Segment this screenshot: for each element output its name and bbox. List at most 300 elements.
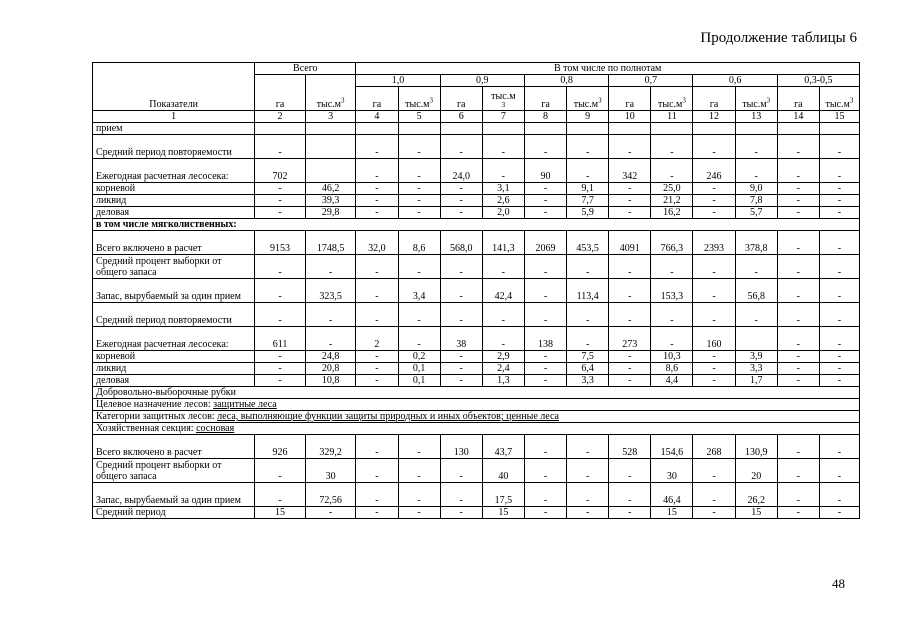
cell-value: -: [567, 507, 609, 519]
table-row: [93, 363, 860, 375]
cell-value: -: [735, 303, 777, 327]
cell-value: 268: [693, 435, 735, 459]
row-label: ликвид: [93, 195, 255, 207]
cell-value: -: [777, 135, 819, 159]
unit-vol-cell: [567, 87, 609, 111]
cell-value: 40: [482, 459, 524, 483]
table-row: [93, 135, 860, 159]
cell-value: -: [524, 351, 566, 363]
cell-value: 4091: [609, 231, 651, 255]
row-label: Средний период повторяемости: [93, 303, 255, 327]
cell-value: 2,0: [482, 207, 524, 219]
table-row: [93, 375, 860, 387]
cell-value: -: [524, 135, 566, 159]
cell-value: 2,6: [482, 195, 524, 207]
cell-value: -: [524, 279, 566, 303]
row-label: Всего включено в расчет: [93, 435, 255, 459]
table-row: [93, 483, 860, 507]
cell-value: -: [567, 459, 609, 483]
cell-value: -: [819, 363, 859, 375]
cell-value: 0,1: [398, 375, 440, 387]
cell-value: 17,5: [482, 483, 524, 507]
unit-vol: $тыс.м^3$: [657, 96, 686, 110]
cell-value: -: [305, 303, 356, 327]
info-cell: [93, 423, 860, 435]
cell-value: 39,3: [305, 195, 356, 207]
cell-value: 926: [255, 435, 306, 459]
cell-value: -: [609, 255, 651, 279]
cell-value: -: [651, 327, 693, 351]
cell-value: 329,2: [305, 435, 356, 459]
cell-value: -: [398, 195, 440, 207]
info-row: [93, 423, 860, 435]
cell-value: -: [693, 459, 735, 483]
info-cell: Добровольно-выборочные рубки: [93, 387, 860, 399]
cell-value: -: [255, 483, 306, 507]
table-row: [93, 183, 860, 195]
cell-value: -: [777, 459, 819, 483]
cell-value: -: [609, 135, 651, 159]
cell-value: -: [819, 351, 859, 363]
info-cell: [93, 399, 860, 411]
cell-value: -: [777, 231, 819, 255]
cell-value: -: [777, 327, 819, 351]
cell-value: -: [524, 507, 566, 519]
cell-value: -: [777, 207, 819, 219]
cell-value: -: [609, 351, 651, 363]
row-label: корневой: [93, 351, 255, 363]
cell-value: -: [777, 351, 819, 363]
cell-value: 15: [482, 507, 524, 519]
cell-value: [567, 123, 609, 135]
unit-ha: га: [356, 87, 398, 111]
cell-value: -: [356, 183, 398, 195]
cell-value: -: [255, 363, 306, 375]
cell-value: 9153: [255, 231, 306, 255]
cell-value: -: [777, 303, 819, 327]
cell-value: 130: [440, 435, 482, 459]
cell-value: -: [777, 507, 819, 519]
info-cell: [93, 411, 860, 423]
cell-value: -: [356, 507, 398, 519]
cell-value: -: [651, 255, 693, 279]
unit-vol-cell: [398, 87, 440, 111]
table-row: [93, 207, 860, 219]
unit-vol-sup: 3: [766, 96, 771, 105]
cell-value: -: [735, 135, 777, 159]
unit-ha: га: [524, 87, 566, 111]
cell-value: [255, 123, 306, 135]
row-label: прием: [93, 123, 255, 135]
cell-value: 9,0: [735, 183, 777, 195]
cell-value: [305, 123, 356, 135]
table-row: [93, 159, 860, 183]
cell-value: -: [819, 195, 859, 207]
cell-value: 3,3: [567, 375, 609, 387]
cell-value: -: [398, 207, 440, 219]
cell-value: -: [819, 183, 859, 195]
cell-value: -: [693, 255, 735, 279]
cell-value: -: [777, 195, 819, 207]
cell-value: -: [440, 375, 482, 387]
cell-value: -: [356, 351, 398, 363]
unit-vol-sup: 3: [501, 101, 506, 109]
cell-value: -: [440, 195, 482, 207]
cell-value: 568,0: [440, 231, 482, 255]
table-row: [93, 255, 860, 279]
cell-value: [356, 123, 398, 135]
cell-value: -: [777, 255, 819, 279]
table-row: [93, 123, 860, 135]
cell-value: -: [819, 135, 859, 159]
cell-value: 0,2: [398, 351, 440, 363]
cell-value: -: [567, 135, 609, 159]
cell-value: 72,56: [305, 483, 356, 507]
cell-value: 9,1: [567, 183, 609, 195]
cell-value: -: [398, 459, 440, 483]
cell-value: -: [777, 159, 819, 183]
info-row: [93, 387, 860, 399]
cell-value: -: [567, 435, 609, 459]
unit-vol-cell: [305, 75, 356, 111]
unit-vol-split: тыс.м: [491, 91, 516, 102]
cell-value: 7,5: [567, 351, 609, 363]
cell-value: -: [567, 303, 609, 327]
cell-value: 56,8: [735, 279, 777, 303]
cell-value: [524, 123, 566, 135]
cell-value: 273: [609, 327, 651, 351]
column-number: 11: [651, 111, 693, 123]
header-density: 0,7: [609, 75, 693, 87]
header-total: Всего: [255, 63, 356, 75]
cell-value: -: [819, 327, 859, 351]
cell-value: 4,4: [651, 375, 693, 387]
cell-value: -: [398, 435, 440, 459]
unit-vol-sup: 3: [341, 96, 345, 105]
unit-vol-sup: 3: [598, 96, 602, 105]
table-row: [93, 231, 860, 255]
cell-value: -: [609, 303, 651, 327]
cell-value: 453,5: [567, 231, 609, 255]
info-label: Хозяйственная секция:: [96, 423, 197, 434]
cell-value: 528: [609, 435, 651, 459]
cell-value: -: [609, 363, 651, 375]
header-density: 0,3-0,5: [777, 75, 859, 87]
row-label: корневой: [93, 183, 255, 195]
cell-value: 46,4: [651, 483, 693, 507]
cell-value: -: [482, 327, 524, 351]
unit-ha: га: [777, 87, 819, 111]
cell-value: 8,6: [398, 231, 440, 255]
cell-value: 15: [651, 507, 693, 519]
column-number: 10: [609, 111, 651, 123]
cell-value: -: [482, 255, 524, 279]
row-label: деловая: [93, 375, 255, 387]
cell-value: -: [356, 459, 398, 483]
cell-value: -: [440, 351, 482, 363]
cell-value: [651, 123, 693, 135]
unit-ha: га: [440, 87, 482, 111]
page-number: 48: [832, 576, 845, 591]
cell-value: 0,1: [398, 363, 440, 375]
cell-value: -: [567, 159, 609, 183]
header-density: 0,8: [524, 75, 608, 87]
row-label: Всего включено в расчет: [93, 231, 255, 255]
cell-value: -: [567, 255, 609, 279]
column-number: 2: [255, 111, 306, 123]
cell-value: -: [819, 279, 859, 303]
header-density: 1,0: [356, 75, 440, 87]
row-label: Средний период: [93, 507, 255, 519]
cell-value: -: [609, 195, 651, 207]
cell-value: -: [482, 159, 524, 183]
header-density: 0,6: [693, 75, 777, 87]
section-row: [93, 219, 860, 231]
cell-value: -: [398, 483, 440, 507]
cell-value: -: [356, 303, 398, 327]
cell-value: -: [356, 363, 398, 375]
unit-vol: $тыс.м^3$: [573, 96, 602, 110]
cell-value: 702: [255, 159, 306, 183]
cell-value: -: [440, 483, 482, 507]
table-continuation-caption: Продолжение таблицы 6: [700, 30, 857, 46]
cell-value: -: [651, 159, 693, 183]
row-label: деловая: [93, 207, 255, 219]
cell-value: 32,0: [356, 231, 398, 255]
cell-value: [440, 123, 482, 135]
cell-value: -: [440, 507, 482, 519]
unit-ha: га: [693, 87, 735, 111]
cell-value: -: [735, 159, 777, 183]
cell-value: 2,9: [482, 351, 524, 363]
cell-value: -: [609, 207, 651, 219]
cell-value: 24,0: [440, 159, 482, 183]
cell-value: [609, 123, 651, 135]
cell-value: -: [693, 207, 735, 219]
cell-value: -: [482, 303, 524, 327]
cell-value: 2069: [524, 231, 566, 255]
cell-value: 138: [524, 327, 566, 351]
cell-value: -: [356, 195, 398, 207]
cell-value: 153,3: [651, 279, 693, 303]
cell-value: 141,3: [482, 231, 524, 255]
cell-value: -: [819, 435, 859, 459]
column-numbers-row: [93, 111, 860, 123]
cell-value: 3,9: [735, 351, 777, 363]
info-label: Целевое назначение лесов:: [96, 399, 214, 410]
cell-value: 1748,5: [305, 231, 356, 255]
cell-value: -: [398, 327, 440, 351]
unit-vol: $тыс.м^3$: [742, 96, 771, 110]
column-number: 3: [305, 111, 356, 123]
cell-value: -: [305, 255, 356, 279]
cell-value: 10,8: [305, 375, 356, 387]
row-label: Ежегодная расчетная лесосека:: [93, 159, 255, 183]
cell-value: -: [777, 183, 819, 195]
cell-value: -: [524, 183, 566, 195]
cell-value: -: [440, 135, 482, 159]
cell-value: 24,8: [305, 351, 356, 363]
cell-value: -: [693, 375, 735, 387]
table-row: [93, 435, 860, 459]
cell-value: 154,6: [651, 435, 693, 459]
cell-value: -: [440, 363, 482, 375]
row-label: ликвид: [93, 363, 255, 375]
cell-value: 26,2: [735, 483, 777, 507]
cell-value: 30: [651, 459, 693, 483]
cell-value: -: [819, 231, 859, 255]
cell-value: [819, 123, 859, 135]
cell-value: -: [609, 483, 651, 507]
cell-value: -: [255, 183, 306, 195]
cell-value: 130,9: [735, 435, 777, 459]
column-number: 7: [482, 111, 524, 123]
cell-value: 6,4: [567, 363, 609, 375]
cell-value: 3,3: [735, 363, 777, 375]
cell-value: -: [356, 375, 398, 387]
cell-value: -: [398, 303, 440, 327]
cell-value: 20: [735, 459, 777, 483]
cell-value: [777, 123, 819, 135]
cell-value: -: [524, 459, 566, 483]
cell-value: 46,2: [305, 183, 356, 195]
column-number: 13: [735, 111, 777, 123]
table-row: [93, 195, 860, 207]
cell-value: [305, 159, 356, 183]
row-label: Средний период повторяемости: [93, 135, 255, 159]
cell-value: -: [305, 507, 356, 519]
unit-vol-cell: [735, 87, 777, 111]
column-number: 12: [693, 111, 735, 123]
cell-value: 29,8: [305, 207, 356, 219]
cell-value: -: [693, 195, 735, 207]
cell-value: -: [524, 207, 566, 219]
cell-value: -: [356, 135, 398, 159]
column-number: 4: [356, 111, 398, 123]
cell-value: 90: [524, 159, 566, 183]
cell-value: -: [398, 159, 440, 183]
cell-value: -: [255, 207, 306, 219]
cell-value: 16,2: [651, 207, 693, 219]
header-indicators: Показатели: [93, 63, 255, 111]
cell-value: -: [651, 135, 693, 159]
cell-value: -: [777, 363, 819, 375]
cell-value: -: [398, 507, 440, 519]
cell-value: 160: [693, 327, 735, 351]
cell-value: -: [440, 303, 482, 327]
cell-value: 42,4: [482, 279, 524, 303]
cell-value: [735, 123, 777, 135]
cell-value: -: [693, 183, 735, 195]
cell-value: 113,4: [567, 279, 609, 303]
table-row: [93, 459, 860, 483]
cell-value: 3,1: [482, 183, 524, 195]
cell-value: -: [356, 279, 398, 303]
cell-value: -: [482, 135, 524, 159]
table-row: [93, 327, 860, 351]
row-label: Запас, вырубаемый за один прием: [93, 279, 255, 303]
cell-value: 5,7: [735, 207, 777, 219]
unit-vol: $тыс.м^3$: [405, 96, 433, 110]
row-label: Средний процент выборки от общего запаса: [93, 255, 255, 279]
cell-value: 7,8: [735, 195, 777, 207]
unit-vol-cell: [651, 87, 693, 111]
cell-value: -: [819, 207, 859, 219]
cell-value: -: [609, 459, 651, 483]
cell-value: 30: [305, 459, 356, 483]
cell-value: -: [524, 363, 566, 375]
unit-vol-cell: [482, 87, 524, 111]
cell-value: -: [609, 279, 651, 303]
cell-value: -: [356, 435, 398, 459]
cell-value: -: [524, 435, 566, 459]
info-row: [93, 399, 860, 411]
cell-value: -: [693, 351, 735, 363]
unit-ha: га: [609, 87, 651, 111]
table-row: [93, 351, 860, 363]
cell-value: -: [609, 375, 651, 387]
cell-value: -: [255, 255, 306, 279]
cell-value: -: [398, 183, 440, 195]
column-number: 14: [777, 111, 819, 123]
unit-vol-sup: 3: [429, 96, 433, 105]
cell-value: 7,7: [567, 195, 609, 207]
cell-value: 10,3: [651, 351, 693, 363]
cell-value: -: [440, 255, 482, 279]
cell-value: -: [305, 327, 356, 351]
cell-value: 25,0: [651, 183, 693, 195]
cell-value: 5,9: [567, 207, 609, 219]
info-value: сосновая: [196, 423, 235, 434]
cell-value: -: [440, 183, 482, 195]
cell-value: 2393: [693, 231, 735, 255]
info-value: защитные леса: [213, 399, 277, 410]
row-label: Средний процент выборки от общего запаса: [93, 459, 255, 483]
cell-value: [735, 327, 777, 351]
cell-value: -: [609, 507, 651, 519]
cell-value: -: [693, 279, 735, 303]
cell-value: -: [819, 303, 859, 327]
cell-value: -: [356, 255, 398, 279]
cell-value: 323,5: [305, 279, 356, 303]
cell-value: 342: [609, 159, 651, 183]
cell-value: -: [567, 483, 609, 507]
column-number: 15: [819, 111, 859, 123]
column-number: 8: [524, 111, 566, 123]
cell-value: 20,8: [305, 363, 356, 375]
cell-value: -: [440, 279, 482, 303]
cell-value: -: [819, 159, 859, 183]
cell-value: -: [255, 279, 306, 303]
cell-value: -: [255, 351, 306, 363]
info-value: леса, выполняющие функции защиты природных и иных объектов; ценные леса: [217, 411, 559, 422]
header-by-density: В том числе по полнотам: [356, 63, 860, 75]
cell-value: -: [693, 507, 735, 519]
column-number: 1: [93, 111, 255, 123]
cell-value: -: [255, 135, 306, 159]
unit-vol-sup: 3: [849, 96, 854, 105]
unit-vol-cell: [819, 87, 859, 111]
cell-value: -: [819, 507, 859, 519]
info-row: [93, 411, 860, 423]
unit-ha: га: [255, 75, 306, 111]
cell-value: -: [693, 483, 735, 507]
cell-value: 246: [693, 159, 735, 183]
cell-value: -: [524, 483, 566, 507]
cell-value: 15: [735, 507, 777, 519]
cell-value: 378,8: [735, 231, 777, 255]
cell-value: -: [255, 459, 306, 483]
